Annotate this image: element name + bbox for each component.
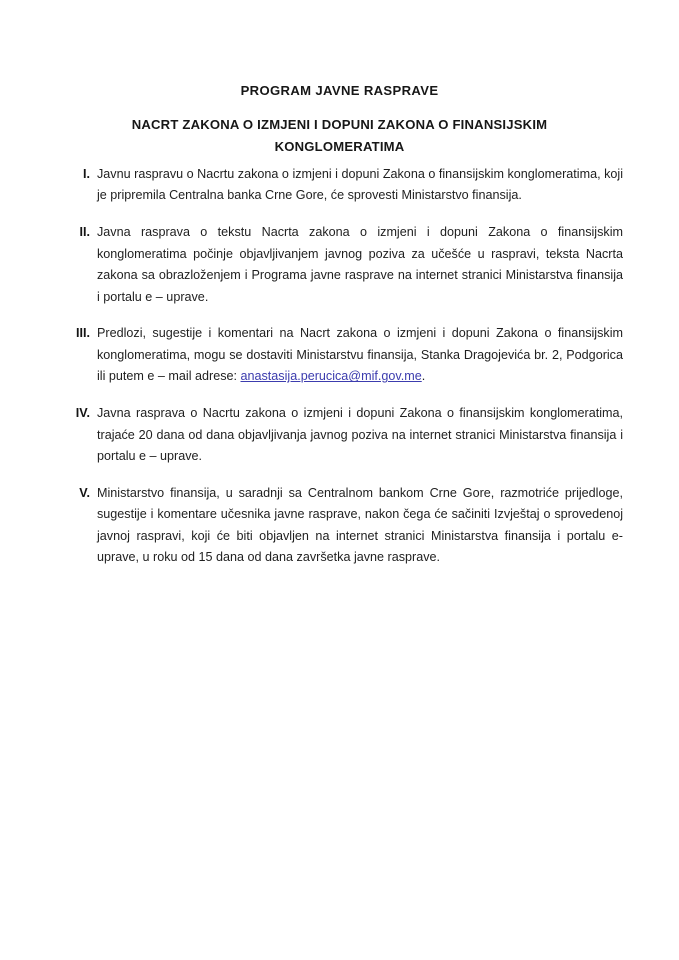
clause-text: Javnu raspravu o Nacrtu zakona o izmjeni i dopuni Zakona o finansijskim konglomeratima, koji je pripremila Centralna banka Crne Gore, će sprovesti Ministarstvo finansija.	[97, 167, 623, 203]
document-title-block	[56, 82, 623, 157]
clause-numeral: III.	[76, 326, 90, 341]
clause-text: Ministarstvo finansija, u saradnji sa Centralnom bankom Crne Gore, razmotriće prijedloge, sugestije i komentare učesnika javne rasprave, nakon čega će sačiniti Izvještaj o sprovedenoj javnoj raspravi, koji će biti objavljen na internet stranici Ministarstva finansija i portalu e-uprave, u roku od 15 dana od dana završetka javne rasprave.	[97, 485, 623, 565]
clause-text: Javna rasprava o tekstu Nacrta zakona o izmjeni i dopuni Zakona o finansijskim konglomeratima počinje objavljivanjem javnog poziva za učešće u raspravi, teksta Nacrta zakona sa obrazloženjem i Programa javne rasprave na internet stranici Ministarstva finansija i portalu e – uprave.	[97, 225, 623, 304]
clause-text: Javna rasprava o Nacrtu zakona o izmjeni i dopuni Zakona o finansijskim konglomeratima, trajaće 20 dana od dana objavljivanja javnog poziva na internet stranici Ministarstva finansija i portalu e – uprave.	[97, 406, 623, 463]
clause-numeral: II.	[79, 225, 90, 240]
clause-numeral: V.	[79, 485, 90, 500]
clause-item-ii	[56, 222, 623, 308]
email-link[interactable]: anastasija.perucica@mif.gov.me	[240, 369, 422, 384]
clause-list	[56, 164, 623, 569]
clause-numeral: I.	[83, 167, 90, 181]
clause-text	[97, 323, 623, 387]
page-subtitle: NACRT ZAKONA O IZMJENI I DOPUNI ZAKONA O FINANSIJSKIM KONGLOMERATIMA	[131, 117, 548, 154]
clause-numeral: IV.	[75, 406, 90, 421]
clause-text-before-email: Predlozi, sugestije i komentari na Nacrt zakona o izmjeni i dopuni Zakona o finansijskim konglomeratima, mogu se dostaviti Ministarstvu finansija, Stanka Dragojevića br. 2, Podgorica ili putem e – mail adrese:	[97, 326, 623, 384]
clause-item-i	[56, 164, 623, 207]
clause-item-v	[56, 483, 623, 569]
page-title: PROGRAM JAVNE RASPRAVE	[240, 83, 439, 98]
clause-text-after-email: .	[421, 369, 426, 384]
clause-item-iv	[56, 403, 623, 467]
clause-item-iii	[56, 323, 623, 387]
